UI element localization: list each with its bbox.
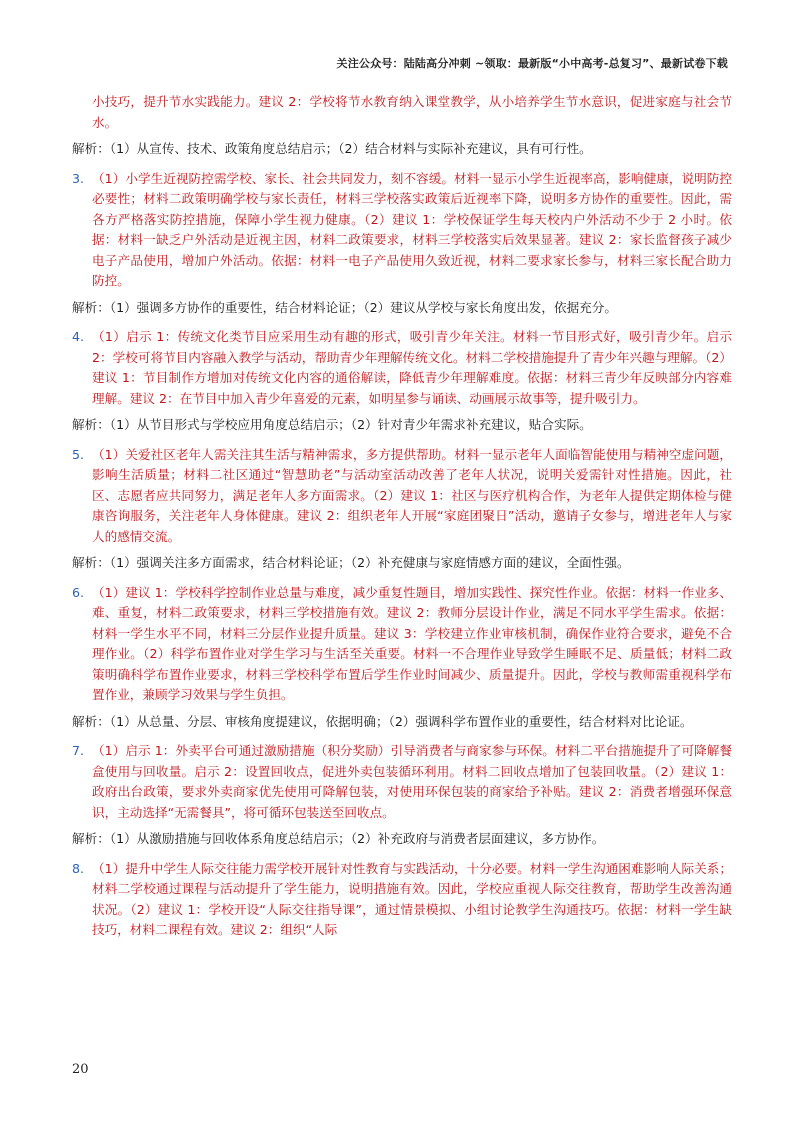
answer-item-2-continued (72, 92, 732, 133)
analysis-item-3: 解析：（1）强调多方协作的重要性，结合材料论证；（2）建议从学校与家长角度出发，依据充分。 (72, 299, 617, 315)
answer-text: （1）建议 1：学校科学控制作业总量与难度，减少重复性题目，增加实践性、探究性作业。依据：材料一作业多、难、重复，材料二政策要求，材料三学校措施有效。建议 2：教师分层设计作业，满足不同水平学生需求。依据：材料一学生水平不同，材料三分层作业提升质量。建议 3：学校建立作业审核机制，确保作业符合要求，避免不合理作业。（2）科学布置作业对学生学习与生活至关重要。材料一不合理作业导致学生睡眠不足、质量低；材料二政策明确科学布置作业要求，材料三学校科学布置后学生作业时间减少、质量提升。因此，学校与教师需重视科学布置作业，兼顾学习效果与学生负担。 (92, 584, 732, 702)
item-number: 8. (72, 860, 85, 876)
page-header: 关注公众号：陆陆高分冲刺 ~领取：最新版“小中高考-总复习”、最新试卷下载 (336, 57, 728, 70)
answer-text: （1）启示 1：传统文化类节目应采用生动有趣的形式，吸引青少年关注。材料一节目形式好，吸引青少年。启示 2：学校可将节目内容融入教学与活动，帮助青少年理解传统文化。材料二学校措施提升了青少年兴趣与理解。（2）建议 1：节目制作方增加对传统文化内容的通俗解读，降低青少年理解难度。依据：材料三青少年反映部分内容难理解。建议 2：在节目中加入青少年喜爱的元素，如明星参与诵读、动画展示故事等，提升吸引力。 (92, 329, 732, 406)
item-number: 7. (72, 743, 85, 758)
answer-text: （1）小学生近视防控需学校、家长、社会共同发力，刻不容缓。材料一显示小学生近视率高，影响健康，说明防控必要性；材料二政策明确学校与家长责任，材料三学校落实政策后近视率下降，说明多方协作的重要性。因此，需各方严格落实防控措施，保障小学生视力健康。（2）建议 1：学校保证学生每天校内户外活动不少于 2 小时。依据：材料一缺乏户外活动是近视主因，材料二政策要求，材料三学校落实后效果显著。建议 2：家长监督孩子减少电子产品使用，增加户外活动。依据：材料一电子产品使用久致近视，材料二要求家长参与，材料三家长配合助力防控。 (92, 170, 732, 288)
item-number: 5. (72, 446, 85, 462)
answer-item-7 (72, 741, 732, 823)
answer-item-3 (72, 169, 732, 292)
answer-item-4 (72, 327, 732, 409)
answer-item-6 (72, 583, 732, 706)
answer-text: （1）提升中学生人际交往能力需学校开展针对性教育与实践活动，十分必要。材料一学生沟通困难影响人际关系；材料二学校通过课程与活动提升了学生能力，说明措施有效。因此，学校应重视人际交往教育，帮助学生改善沟通状况。（2）建议 1：学校开设“人际交往指导课”，通过情景模拟、小组讨论教学生沟通技巧。依据：材料一学生缺技巧，材料二课程有效。建议 2：组织“人际 (92, 860, 732, 937)
analysis-item-2: 解析：（1）从宣传、技术、政策角度总结启示；（2）结合材料与实际补充建议，具有可行性。 (72, 141, 592, 156)
answer-content (72, 92, 732, 947)
analysis-item-6: 解析：（1）从总量、分层、审核角度提建议，依据明确；（2）强调科学布置作业的重要性，结合材料对比论证。 (72, 713, 693, 729)
answer-item-8 (72, 859, 732, 941)
answer-text: （1）关爱社区老年人需关注其生活与精神需求，多方提供帮助。材料一显示老年人面临智能使用与精神空虚问题，影响生活质量；材料二社区通过“智慧助老”与活动室活动改善了老年人状况，说明关爱需针对性措施。因此，社区、志愿者应共同努力，满足老年人多方面需求。（2）建议 1：社区与医疗机构合作，为老年人提供定期体检与健康咨询服务，关注老年人身体健康。建议 2：组织老年人开展“家庭团聚日”活动，邀请子女参与，增进老年人与家人的感情交流。 (92, 446, 732, 544)
analysis-item-5: 解析：（1）强调关注多方面需求，结合材料论证；（2）补充健康与家庭情感方面的建议，全面性强。 (72, 555, 630, 570)
answer-text: 小技巧，提升节水实践能力。建议 2：学校将节水教育纳入课堂教学，从小培养学生节水意识，促进家庭与社会节水。 (92, 94, 732, 130)
analysis-item-7: 解析：（1）从激励措施与回收体系角度总结启示；（2）补充政府与消费者层面建议，多方协作。 (72, 831, 605, 846)
answer-item-5 (72, 445, 732, 548)
item-number: 3. (72, 170, 85, 186)
analysis-item-4: 解析：（1）从节目形式与学校应用角度总结启示；（2）针对青少年需求补充建议，贴合实际。 (72, 417, 592, 432)
page-number: 20 (72, 1062, 89, 1077)
item-number: 6. (72, 584, 85, 600)
answer-text: （1）启示 1：外卖平台可通过激励措施（积分奖励）引导消费者与商家参与环保。材料二平台措施提升了可降解餐盒使用与回收量。启示 2：设置回收点，促进外卖包装循环利用。材料二回收点增加了包装回收量。（2）建议 1：政府出台政策，要求外卖商家优先使用可降解包装，对使用环保包装的商家给予补贴。建议 2：消费者增强环保意识，主动选择“无需餐具”，将可循环包装送至回收点。 (92, 743, 732, 820)
item-number: 4. (72, 329, 85, 344)
